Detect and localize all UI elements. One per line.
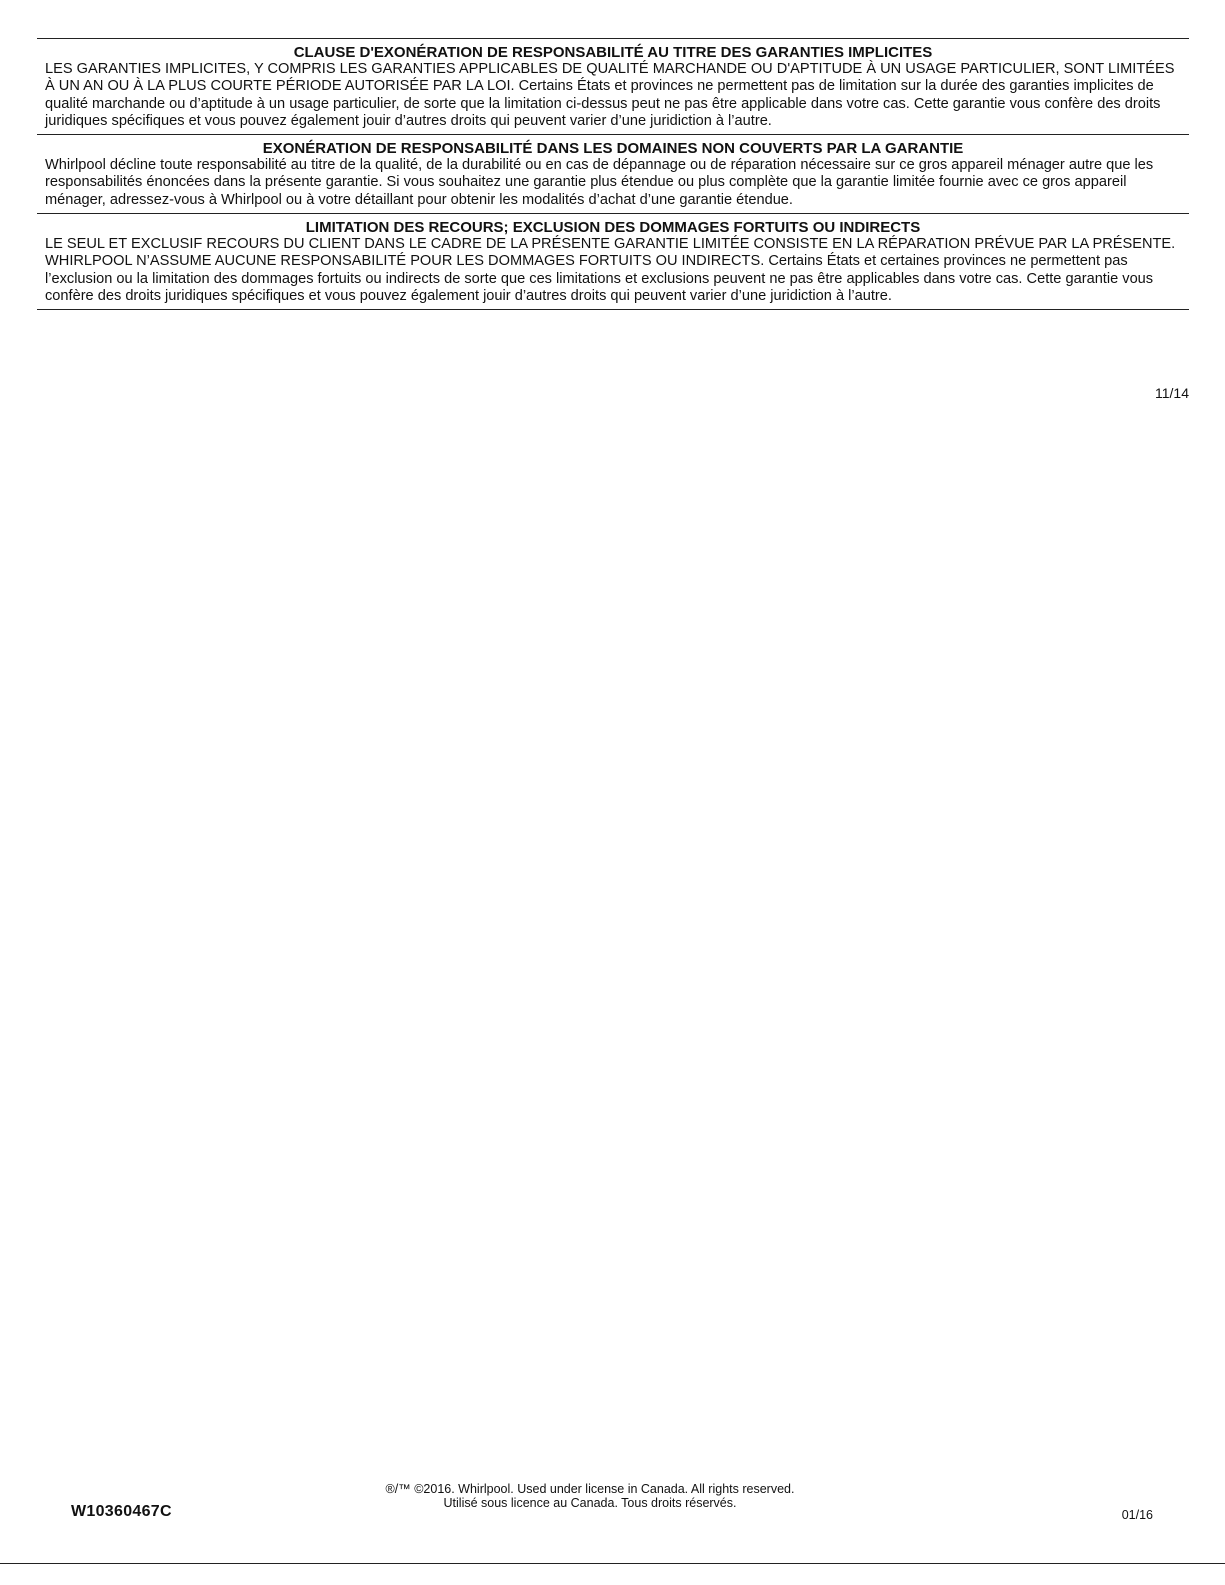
copyright-notice: [300, 1482, 880, 1510]
part-number: W10360467C: [71, 1503, 172, 1520]
implied-warranties-section: [37, 39, 1189, 135]
bottom-divider: [0, 1563, 1225, 1564]
not-covered-section: [37, 135, 1189, 214]
section-body: LE SEUL ET EXCLUSIF RECOURS DU CLIENT DANS LE CADRE DE LA PRÉSENTE GARANTIE LIMITÉE CONSISTE EN LA RÉPARATION PRÉVUE PAR LA PRÉSENTE. WHIRLPOOL N’ASSUME AUCUNE RESPONSABILITÉ POUR LES DOMMAGES FORTUITS OU INDIRECTS. Certains États et certaines provinces ne permettent pas l’exclusion ou la limitation des dommages fortuits ou indirects de sorte que ces limitations et exclusions peuvent ne pas être applicables dans votre cas. Cette garantie vous confère des droits juridiques spécifiques et vous pouvez également jouir d’autres droits qui peuvent varier d’une juridiction à l’autre.: [45, 236, 1176, 304]
copyright-line-french: Utilisé sous licence au Canada. Tous droits réservés.: [443, 1496, 737, 1510]
warranty-disclaimer-block: [37, 38, 1189, 310]
section-body: Whirlpool décline toute responsabilité au titre de la qualité, de la durabilité ou en cas de dépannage ou de réparation nécessaire sur ce gros appareil ménager autre que les responsabilités énoncées dans la présente garantie. Si vous souhaitez une garantie plus étendue ou plus complète que la garantie limitée fournie avec ce gros appareil ménager, adressez-vous à Whirlpool ou à votre détaillant pour obtenir les modalités d’achat d’une garantie étendue.: [45, 157, 1154, 208]
section-title: EXONÉRATION DE RESPONSABILITÉ DANS LES DOMAINES NON COUVERTS PAR LA GARANTIE: [262, 140, 964, 158]
print-date: 01/16: [1121, 1508, 1153, 1522]
section-title: CLAUSE D'EXONÉRATION DE RESPONSABILITÉ AU TITRE DES GARANTIES IMPLICITES: [293, 44, 933, 61]
warranty-date: 11/14: [1155, 385, 1189, 401]
copyright-line-english: ®/™ ©2016. Whirlpool. Used under license in Canada. All rights reserved.: [385, 1482, 795, 1496]
section-body: LES GARANTIES IMPLICITES, Y COMPRIS LES GARANTIES APPLICABLES DE QUALITÉ MARCHANDE OU D'APTITUDE À UN USAGE PARTICULIER, SONT LIMITÉES À UN AN OU À LA PLUS COURTE PÉRIODE AUTORISÉE PAR LA LOI. Certains États et provinces ne permettent pas de limitation sur la durée des garanties implicites de qualité marchande ou d’aptitude à un usage particulier, de sorte que la limitation ci-dessus peut ne pas être applicable dans votre cas. Cette garantie vous confère des droits juridiques spécifiques et vous pouvez également jouir d’autres droits qui peuvent varier d’une juridiction à l’autre.: [45, 61, 1175, 129]
limitation-of-remedies-section: [37, 214, 1189, 310]
section-title: LIMITATION DES RECOURS; EXCLUSION DES DOMMAGES FORTUITS OU INDIRECTS: [305, 219, 921, 237]
